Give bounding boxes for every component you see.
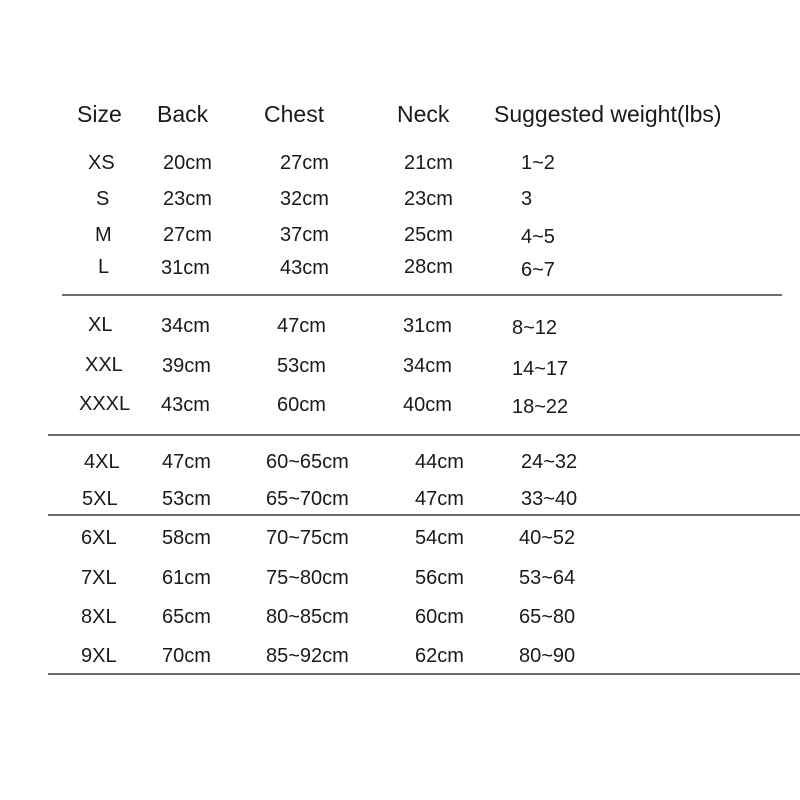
group-divider xyxy=(62,294,782,296)
back-cell: 58cm xyxy=(162,527,211,549)
neck-cell: 47cm xyxy=(415,488,464,510)
chest-cell: 37cm xyxy=(280,224,329,246)
weight-cell: 14~17 xyxy=(512,358,569,380)
chest-cell: 53cm xyxy=(277,355,326,377)
size-cell: L xyxy=(98,256,110,278)
header-chest: Chest xyxy=(264,101,325,127)
neck-cell: 54cm xyxy=(415,527,464,549)
back-cell: 70cm xyxy=(162,645,211,667)
weight-cell: 3 xyxy=(521,188,533,210)
weight-cell: 8~12 xyxy=(512,317,558,339)
weight-cell: 24~32 xyxy=(521,451,578,473)
size-cell: XXXL xyxy=(79,393,131,415)
size-cell: 8XL xyxy=(81,606,117,628)
size-cell: 5XL xyxy=(82,488,118,510)
group-divider xyxy=(48,434,800,436)
neck-cell: 56cm xyxy=(415,567,464,589)
size-cell: 7XL xyxy=(81,567,117,589)
weight-cell: 18~22 xyxy=(512,396,569,418)
back-cell: 23cm xyxy=(163,188,212,210)
chest-cell: 65~70cm xyxy=(266,488,349,510)
chest-cell: 27cm xyxy=(280,152,329,174)
chest-cell: 80~85cm xyxy=(266,606,349,628)
neck-cell: 44cm xyxy=(415,451,464,473)
weight-cell: 80~90 xyxy=(519,645,576,667)
weight-cell: 40~52 xyxy=(519,527,576,549)
neck-cell: 34cm xyxy=(403,355,452,377)
back-cell: 53cm xyxy=(162,488,211,510)
back-cell: 43cm xyxy=(161,394,210,416)
neck-cell: 62cm xyxy=(415,645,464,667)
weight-cell: 4~5 xyxy=(521,226,555,248)
chest-cell: 60~65cm xyxy=(266,451,349,473)
header-neck: Neck xyxy=(397,101,450,127)
neck-cell: 23cm xyxy=(404,188,453,210)
back-cell: 39cm xyxy=(162,355,211,377)
size-cell: 9XL xyxy=(81,645,117,667)
size-cell: 6XL xyxy=(81,527,117,549)
size-cell: 4XL xyxy=(84,451,120,473)
table-bottom-rule xyxy=(48,673,800,675)
neck-cell: 25cm xyxy=(404,224,453,246)
weight-cell: 65~80 xyxy=(519,606,576,628)
group-divider xyxy=(48,514,800,516)
header-size: Size xyxy=(77,101,122,127)
weight-cell: 53~64 xyxy=(519,567,576,589)
neck-cell: 31cm xyxy=(403,315,452,337)
size-cell: M xyxy=(95,224,112,246)
chest-cell: 47cm xyxy=(277,315,326,337)
back-cell: 27cm xyxy=(163,224,212,246)
chest-cell: 75~80cm xyxy=(266,567,349,589)
chest-cell: 43cm xyxy=(280,257,329,279)
weight-cell: 1~2 xyxy=(521,152,555,174)
size-cell: S xyxy=(96,188,110,210)
size-cell: XXL xyxy=(85,354,123,376)
back-cell: 20cm xyxy=(163,152,212,174)
header-back: Back xyxy=(157,101,209,127)
header-suggested-weight: Suggested weight(lbs) xyxy=(494,101,722,127)
size-cell: XL xyxy=(88,314,113,336)
chest-cell: 85~92cm xyxy=(266,645,349,667)
neck-cell: 28cm xyxy=(404,256,453,278)
back-cell: 31cm xyxy=(161,257,210,279)
back-cell: 65cm xyxy=(162,606,211,628)
neck-cell: 21cm xyxy=(404,152,453,174)
chest-cell: 60cm xyxy=(277,394,326,416)
back-cell: 34cm xyxy=(161,315,210,337)
neck-cell: 40cm xyxy=(403,394,452,416)
weight-cell: 6~7 xyxy=(521,259,555,281)
weight-cell: 33~40 xyxy=(521,488,578,510)
back-cell: 61cm xyxy=(162,567,211,589)
neck-cell: 60cm xyxy=(415,606,464,628)
back-cell: 47cm xyxy=(162,451,211,473)
size-cell: XS xyxy=(88,152,115,174)
chest-cell: 70~75cm xyxy=(266,527,349,549)
chest-cell: 32cm xyxy=(280,188,329,210)
